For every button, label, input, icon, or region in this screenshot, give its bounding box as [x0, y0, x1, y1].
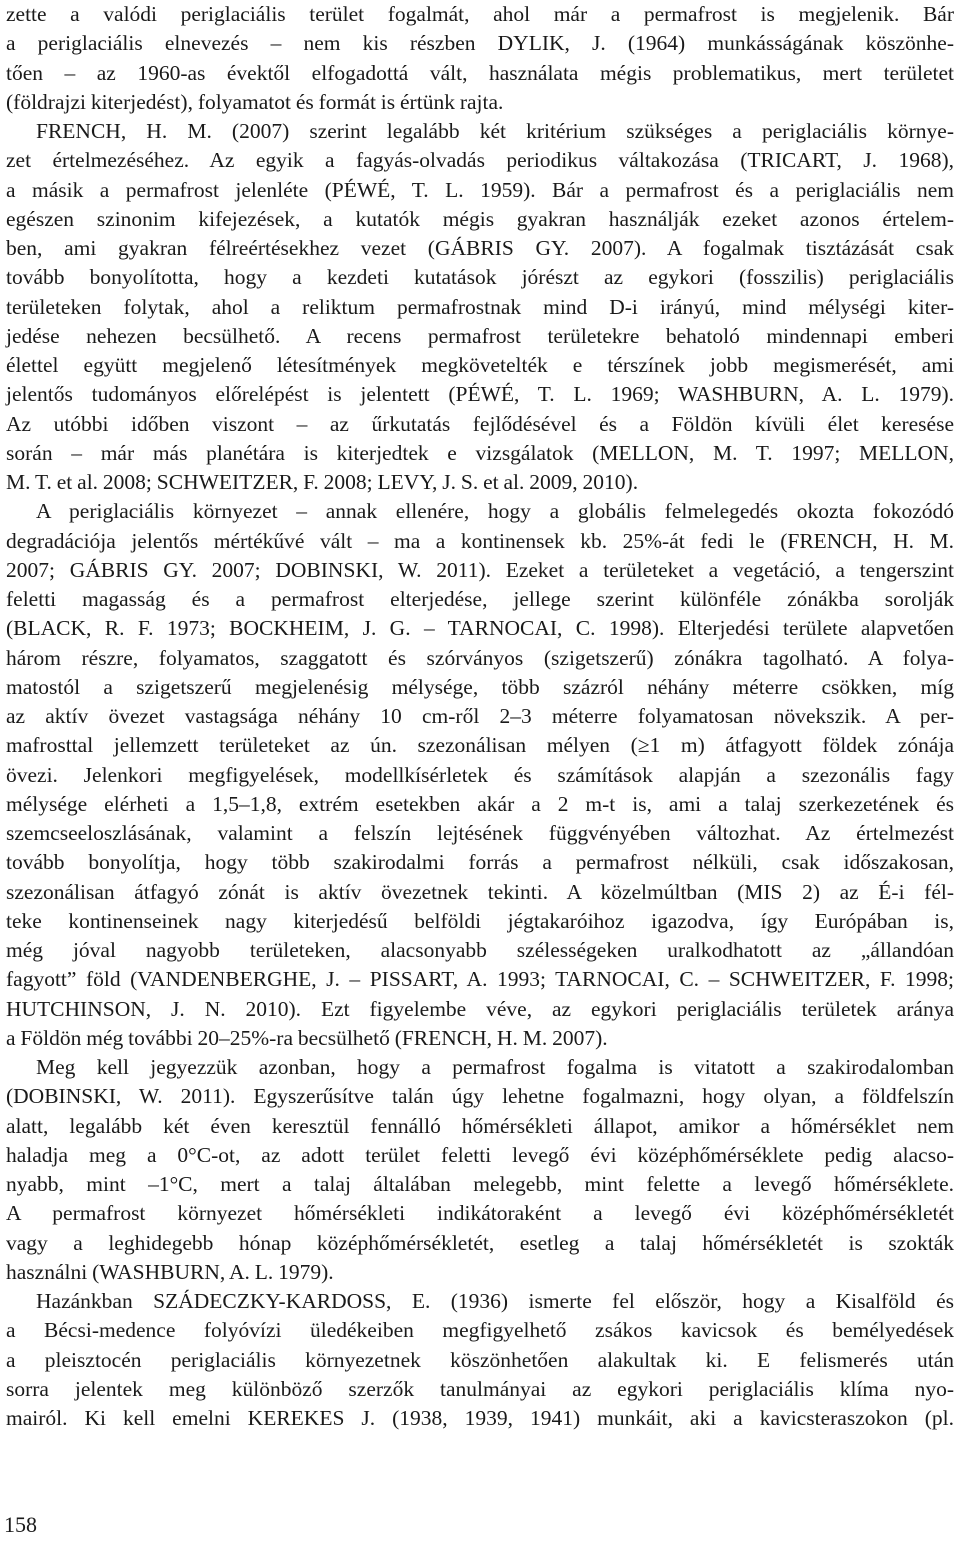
- text-line: degradációja jelentős mértékűvé vált – ma a kontinensek kb. 25%-át fedi le (FRENCH, H. M.: [6, 528, 954, 553]
- text-line: élettel együtt megjelenő létesítmények megkövetelték e térszínek jobb megismerését, ami: [6, 353, 954, 377]
- text-line: a pleisztocén periglaciális környezetnek köszönhetően alakultak ki. E felismerés után: [6, 1347, 954, 1372]
- text-line: még jóval nagyobb területeken, alacsonyabb szélességeken uralkodhatott az „állandóan: [6, 938, 954, 962]
- text-line: (DOBINSKI, W. 2011). Egyszerűsítve talán úgy lehetne fogalmazni, hogy olyan, a földfelszín: [6, 1084, 954, 1109]
- text-line: során – már más planétára is kiterjedtek e vizsgálatok (MELLON, M. T. 1997; MELLON,: [6, 440, 954, 465]
- text-line: tovább bonyolította, hogy a kezdeti kutatások jórészt az egykori (fosszilis) periglaciális: [6, 265, 954, 290]
- text-line: Az utóbbi időben viszont – az űrkutatás fejlődésével és a Földön kívüli élet keresése: [6, 411, 954, 436]
- text-line: feletti magasság és a permafrost elterjedése, jellege szerint különféle zónákba sorolják: [6, 587, 954, 611]
- text-line: (BLACK, R. F. 1973; BOCKHEIM, J. G. – TARNOCAI, C. 1998). Elterjedési területe alapvetően: [6, 616, 954, 641]
- text-line: szemcseeloszlásának, valamint a felszín lejtésének függvényében változhat. Az értelmezést: [6, 821, 954, 845]
- text-line: A periglaciális környezet – annak ellenére, hogy a globális felmelegedés okozta fokozódó: [36, 499, 954, 524]
- text-line: használni (WASHBURN, A. L. 1979).: [6, 1259, 334, 1284]
- text-line: a periglaciális elnevezés – nem kis részben DYLIK, J. (1964) munkásságának köszönhe-: [6, 31, 954, 56]
- text-line: fagyott” föld (VANDENBERGHE, J. – PISSART, A. 1993; TARNOCAI, C. – SCHWEITZER, F. 1998;: [6, 967, 954, 992]
- text-line: 2007; GÁBRIS GY. 2007; DOBINSKI, W. 2011). Ezeket a területeket a vegetáció, a tengerszint: [6, 557, 954, 582]
- text-line: zette a valódi periglaciális terület fogalmát, ahol már a permafrost is megjelenik. Bár: [6, 2, 954, 26]
- text-line: övezi. Jelenkori megfigyelések, modellkísérletek és számítások alapján a szezonális fagy: [6, 762, 954, 787]
- text-line: tően – az 1960-as évektől elfogadottá vált, használata mégis problematikus, mert területet: [6, 60, 954, 85]
- text-line: a Bécsi-medence folyóvízi üledékeiben megfigyelhető zsákos kavicsok és bemélyedések: [6, 1318, 954, 1343]
- text-line: teke kontinenseinek nagy kiterjedésű belföldi jégtakaróihoz igazodva, így Európában is,: [6, 908, 954, 933]
- text-line: a Földön még további 20–25%-ra becsülhető (FRENCH, H. M. 2007).: [6, 1025, 608, 1050]
- text-line: ben, ami gyakran félreértésekhez vezet (GÁBRIS GY. 2007). A fogalmak tisztázását csak: [6, 236, 954, 260]
- text-line: a másik a permafrost jelenléte (PÉWÉ, T. L. 1959). Bár a permafrost és a periglaciális nem: [6, 177, 954, 202]
- text-line: nyabb, mint –1°C, mert a talaj általában melegebb, mint felette a levegő hőmérséklete.: [6, 1172, 954, 1196]
- body-text: [6, 0, 954, 1433]
- text-line: Meg kell jegyezzük azonban, hogy a permafrost fogalma is vitatott a szakirodalomban: [36, 1055, 954, 1079]
- text-line: sorra jelentek meg különböző szerzők tanulmányai az egykori periglaciális klíma nyo-: [6, 1376, 954, 1401]
- text-line: mafrosttal jellemzett területeket az ún. szezonálisan mélyen (≥1 m) átfagyott földek zónája: [6, 733, 954, 758]
- text-line: három részre, folyamatos, szaggatott és szórványos (szigetszerű) zónákra tagolható. A folya-: [6, 645, 954, 670]
- text-line: mairól. Ki kell emelni KEREKES J. (1938, 1939, 1941) munkáit, aki a kavicsteraszokon (pl.: [6, 1406, 954, 1430]
- text-line: vagy a leghidegebb hónap középhőmérsékletét, esetleg a talaj hőmérsékletét is szokták: [6, 1230, 954, 1255]
- text-line: az aktív övezet vastagsága néhány 10 cm-ről 2–3 méterre folyamatosan növekszik. A per-: [6, 704, 954, 728]
- text-line: területeken folytak, ahol a reliktum permafrostnak mind D-i irányú, mind mélységi kiter-: [6, 294, 954, 319]
- text-line: mélysége elérheti a 1,5–1,8, extrém esetekben akár a 2 m-t is, ami a talaj szerkezetének és: [6, 791, 954, 816]
- text-line: alatt, legalább két éven keresztül fennálló hőmérsékleti állapot, amikor a hőmérséklet nem: [6, 1113, 954, 1138]
- text-line: jelentős tudományos előrelépést is jelentett (PÉWÉ, T. L. 1969; WASHBURN, A. L. 1979).: [6, 382, 954, 407]
- text-line: A permafrost környezet hőmérsékleti indikátoraként a levegő évi középhőmérsékletét: [6, 1201, 954, 1226]
- text-line: FRENCH, H. M. (2007) szerint legalább két kritérium szükséges a periglaciális környe-: [36, 119, 954, 143]
- text-line: HUTCHINSON, J. N. 2010). Ezt figyelembe véve, az egykori periglaciális területek aránya: [6, 996, 954, 1021]
- text-line: tovább bonyolítja, hogy több szakirodalmi forrás a permafrost nélküli, csak időszakosan,: [6, 850, 954, 875]
- text-line: zet értelmezéséhez. Az egyik a fagyás-olvadás periodikus váltakozása (TRICART, J. 1968),: [6, 148, 954, 173]
- text-line: haladja meg a 0°C-ot, az adott terület feletti levegő évi középhőmérséklete pedig alacso-: [6, 1142, 954, 1167]
- text-line: matostól a szigetszerű megjelenésig mélysége, több százról néhány méterre csökken, míg: [6, 674, 954, 699]
- text-line: M. T. et al. 2008; SCHWEITZER, F. 2008; LEVY, J. S. et al. 2009, 2010).: [6, 470, 639, 494]
- page-number: 158: [4, 1512, 37, 1537]
- text-line: Hazánkban SZÁDECZKY-KARDOSS, E. (1936) ismerte fel először, hogy a Kisalföld és: [36, 1289, 954, 1313]
- text-line: (földrajzi kiterjedést), folyamatot és formát is értünk rajta.: [6, 89, 504, 114]
- text-line: szezonálisan átfagyó zónát is aktív övezetnek tekinti. A közelmúltban (MIS 2) az É-i fél-: [6, 879, 954, 904]
- text-line: jedése nehezen becsülhető. A recens permafrost területekre behatoló mindennapi emberi: [6, 323, 954, 348]
- text-line: egészen szinonim kifejezések, a kutatók mégis gyakran használják ezeket azonos értelem-: [6, 206, 954, 231]
